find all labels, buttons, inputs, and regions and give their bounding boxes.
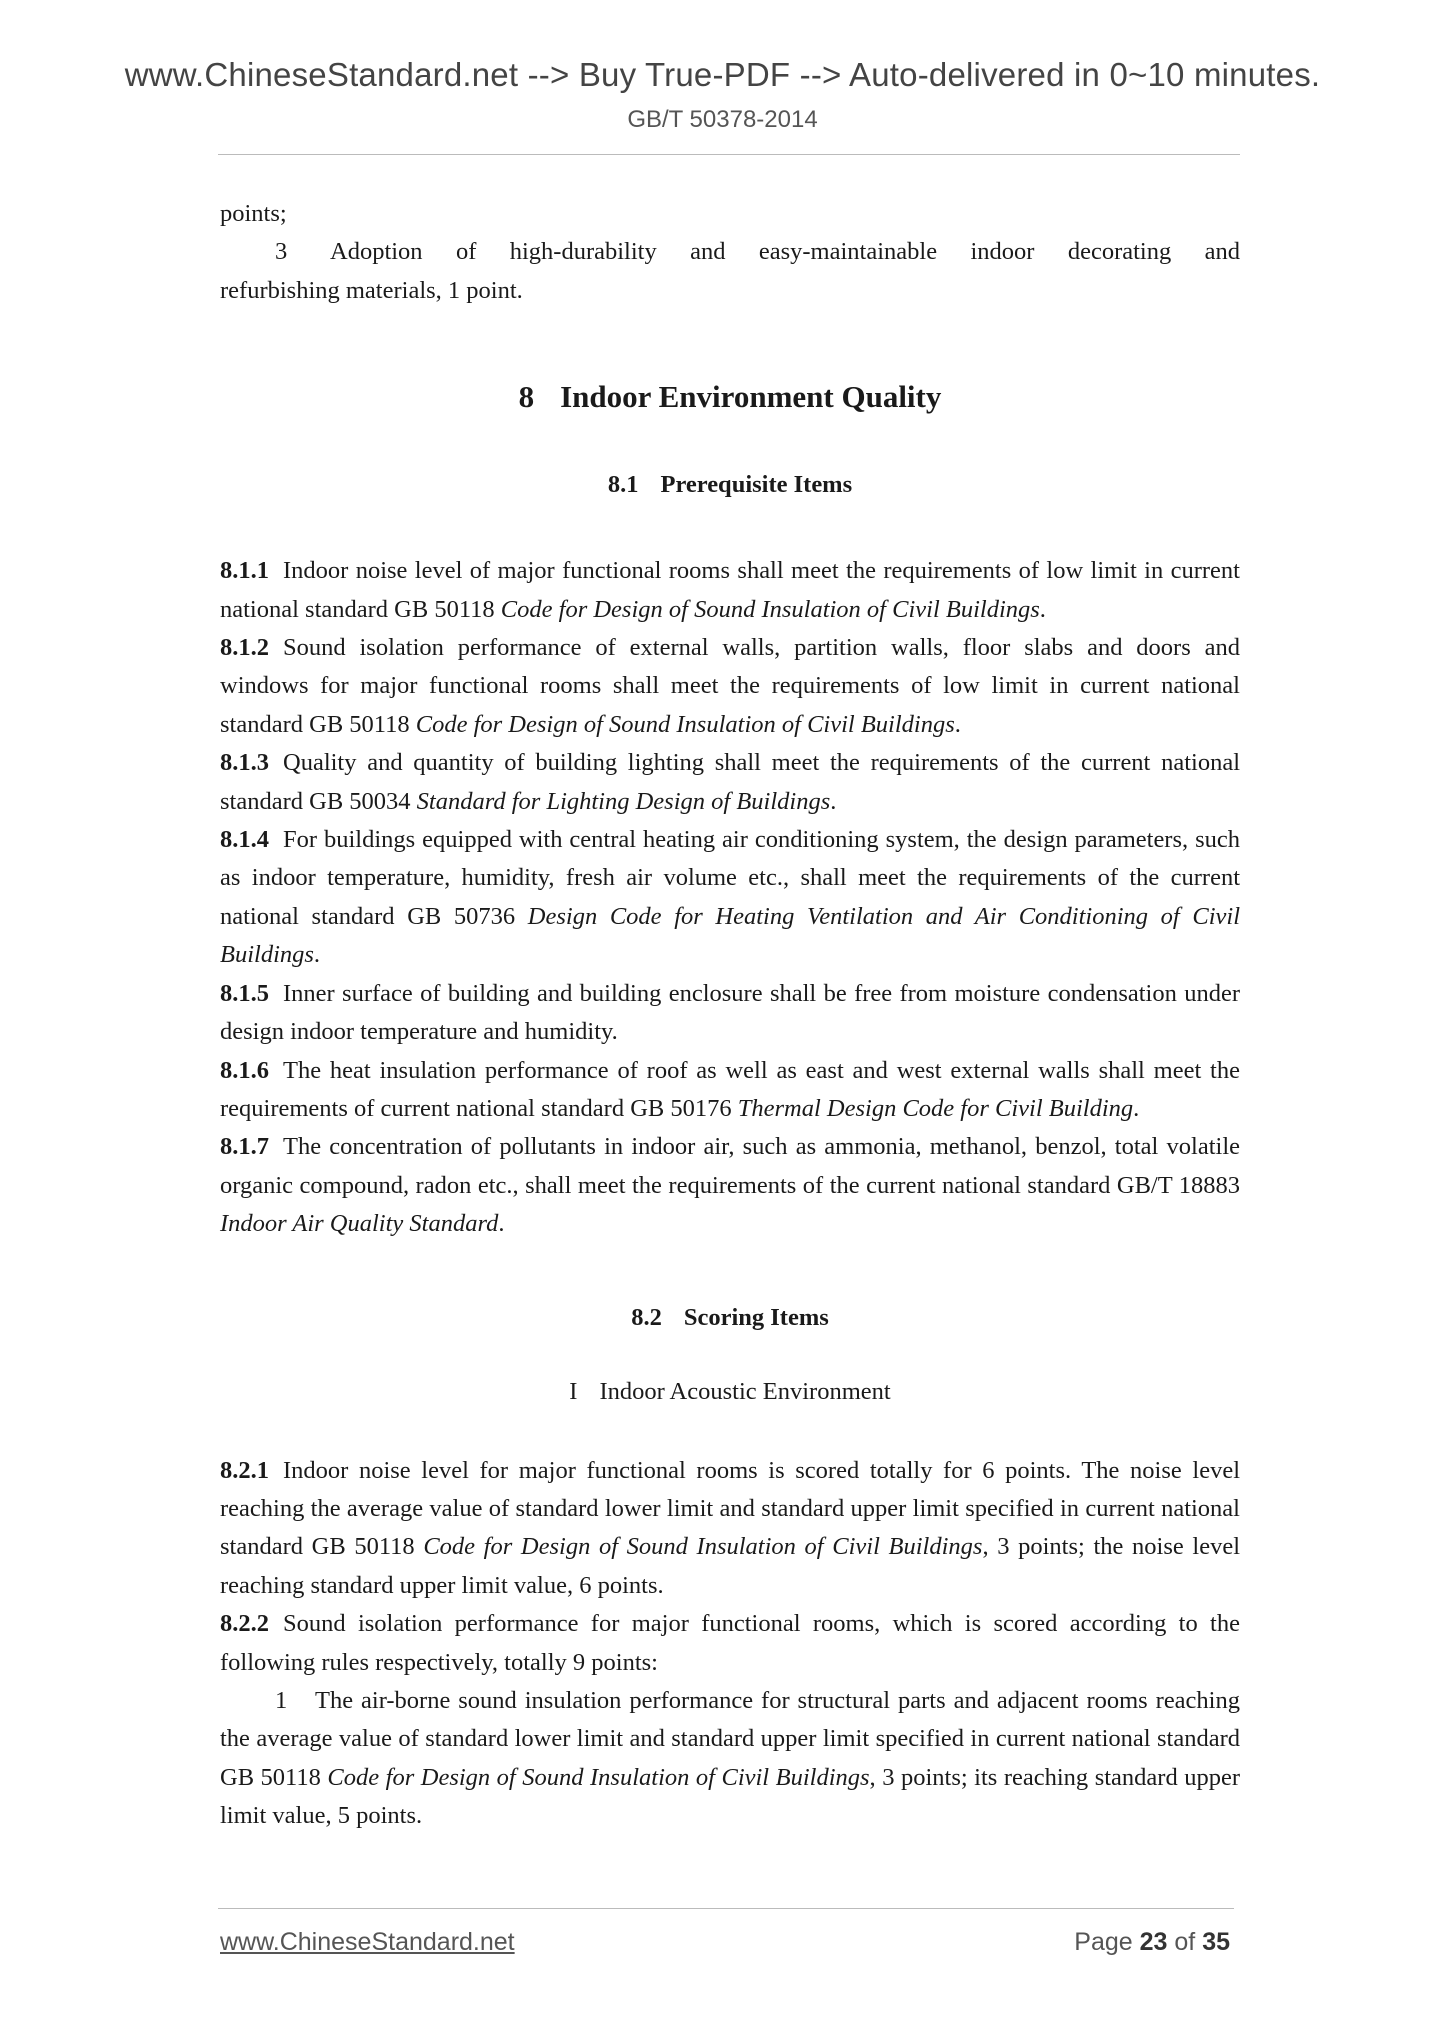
header-divider [218, 154, 1240, 155]
clause-8-2-1 [220, 1452, 1240, 1606]
clause-number: 8.1.1 [220, 557, 269, 585]
clause-8-2-2 [220, 1605, 1240, 1682]
page-indicator [1074, 1928, 1230, 1957]
clause-text: Indoor noise level for major functional rooms is scored totally for 6 points. The noise level reaching the average value of standard lower limit and standard upper limit specified in current national standard GB 50118 [220, 1456, 1240, 1561]
clause-number: 8.1.2 [220, 634, 269, 662]
clause-8-1-6 [220, 1052, 1240, 1129]
subsection-heading [220, 1373, 1240, 1411]
standard-title: Code for Design of Sound Insulation of Civil Buildings [415, 710, 955, 738]
subsection-title: Indoor Acoustic Environment [599, 1377, 891, 1405]
section-title: Scoring Items [683, 1303, 829, 1331]
clause-text: Indoor noise level of major functional rooms shall meet the requirements of low limit in current national standard GB 50118 [220, 557, 1240, 623]
footer-divider [218, 1908, 1234, 1909]
clause-8-1-3 [220, 744, 1240, 821]
clause-number: 8.1.6 [220, 1056, 269, 1084]
scoring-clauses [220, 1452, 1240, 1836]
clause-number: 8.1.5 [220, 979, 269, 1007]
section-number: 8.1 [607, 471, 639, 499]
page-total: 35 [1202, 1928, 1230, 1956]
clause-text-end: , 3 points; the noise level reaching standard upper limit value, 6 points. [220, 1533, 1241, 1599]
list-item-3-continued: refurbishing materials, 1 point. [220, 276, 523, 304]
prerequisite-clauses [220, 552, 1240, 1243]
standard-title: Code for Design of Sound Insulation of Civil Buildings [327, 1763, 870, 1791]
clause-text: For buildings equipped with central heating air conditioning system, the design parameters, such as indoor temperature, humidity, fresh air volume etc., shall meet the requirements of the current national standard GB 50736 [220, 826, 1240, 930]
clause-number: 8.2.1 [220, 1456, 269, 1484]
standard-title: Code for Design of Sound Insulation of Civil Buildings [423, 1533, 983, 1561]
list-item-3 [220, 233, 1240, 271]
list-item-text: Adoption of high-durability and easy-maintainable indoor decorating and [330, 238, 1240, 266]
clause-text-end: . [498, 1210, 505, 1238]
intro-fragment: points; [220, 200, 287, 227]
clause-number: 8.2.2 [220, 1610, 269, 1638]
clause-text: Sound isolation performance of external walls, partition walls, floor slabs and doors and windows for major functional rooms shall meet the requirements of low limit in current national standard GB 50118 [220, 634, 1240, 738]
document-number: GB/T 50378-2014 [627, 106, 818, 133]
standard-title: Thermal Design Code for Civil Building [737, 1094, 1134, 1122]
subsection-number: I [569, 1377, 578, 1405]
standard-title: Indoor Air Quality Standard [220, 1210, 499, 1238]
clause-text-end: . [1133, 1094, 1140, 1122]
clause-8-1-2 [220, 629, 1240, 744]
list-item-text-end: , 3 points; its reaching standard upper limit value, 5 points. [220, 1763, 1240, 1830]
page-label: Page [1074, 1928, 1133, 1956]
page-of: of [1174, 1928, 1196, 1956]
clause-text-end: . [1039, 595, 1046, 623]
chapter-title: Indoor Environment Quality [560, 379, 942, 415]
clause-number: 8.1.4 [220, 826, 269, 854]
clause-text: Quality and quantity of building lighting shall meet the requirements of the current national standard GB 50034 [220, 749, 1240, 815]
list-item-number: 3 [275, 238, 288, 266]
footer-site-link[interactable]: www.ChineseStandard.net [220, 1928, 515, 1956]
section-title: Prerequisite Items [660, 471, 853, 499]
clause-text: Inner surface of building and building enclosure shall be free from moisture condensation under design indoor temperature and humidity. [220, 979, 1240, 1046]
clause-text: The concentration of pollutants in indoor air, such as ammonia, methanol, benzol, total volatile organic compound, radon etc., shall meet the requirements of the current national standard GB/T 18883 [220, 1133, 1240, 1199]
clause-text: The heat insulation performance of roof as well as east and west external walls shall meet the requirements of current national standard GB 50176 [220, 1056, 1240, 1122]
clause-text-end: . [313, 941, 321, 969]
page-body [220, 195, 1240, 1836]
standard-title: Code for Design of Sound Insulation of Civil Buildings [500, 595, 1040, 623]
clause-8-1-7 [220, 1128, 1240, 1243]
section-heading-8-1 [220, 466, 1240, 504]
clause-text-end: . [954, 710, 961, 738]
clause-8-1-1 [220, 552, 1240, 629]
standard-title: Design Code for Heating Ventilation and Air Conditioning of Civil Buildings [220, 902, 1241, 969]
section-number: 8.2 [631, 1303, 662, 1331]
chapter-heading [220, 378, 1240, 416]
clause-8-1-5 [220, 975, 1240, 1052]
list-item-text: The air-borne sound insulation performance for structural parts and adjacent rooms reaching the average value of standard lower limit and standard upper limit specified in current national standard GB 50118 [220, 1686, 1240, 1791]
section-heading-8-2 [220, 1299, 1240, 1337]
clause-text: Sound isolation performance for major functional rooms, which is scored according to the following rules respectively, totally 9 points: [220, 1610, 1240, 1676]
chapter-number: 8 [518, 379, 535, 415]
clause-number: 8.1.3 [220, 749, 269, 777]
page-current: 23 [1139, 1928, 1168, 1956]
clause-8-1-4 [220, 821, 1240, 975]
clause-number: 8.1.7 [220, 1133, 269, 1161]
header-banner: www.ChineseStandard.net --> Buy True-PDF --> Auto-delivered in 0~10 minutes. [124, 56, 1321, 93]
list-item-number: 1 [275, 1686, 288, 1714]
clause-text-end: . [830, 787, 837, 815]
standard-title: Standard for Lighting Design of Buildings [416, 787, 831, 815]
list-item-1 [220, 1682, 1240, 1836]
